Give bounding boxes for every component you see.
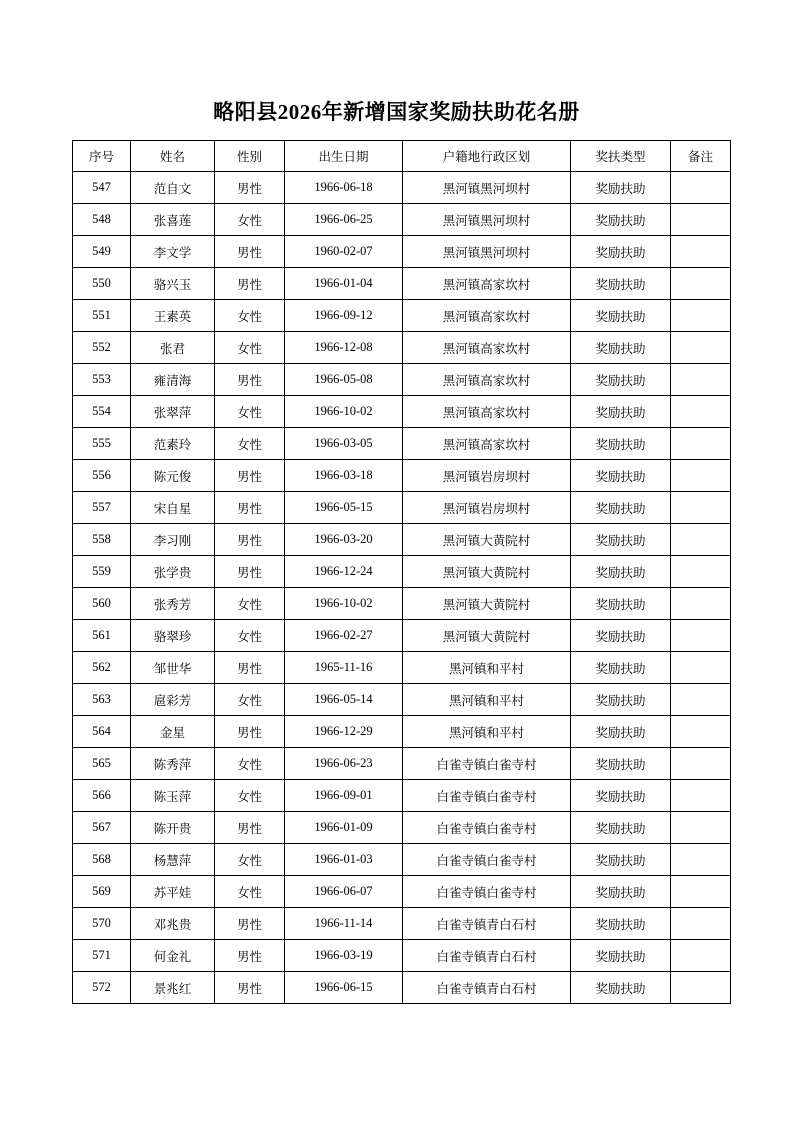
table-row xyxy=(73,428,731,460)
cell-residence: 黑河镇和平村 xyxy=(403,684,571,716)
cell-award-type: 奖励扶助 xyxy=(571,268,671,300)
cell-award-type: 奖励扶助 xyxy=(571,940,671,972)
cell-remark xyxy=(671,492,731,524)
cell-name: 王素英 xyxy=(131,300,215,332)
cell-residence: 黑河镇黑河坝村 xyxy=(403,172,571,204)
cell-seq: 565 xyxy=(73,748,131,780)
cell-seq: 572 xyxy=(73,972,131,1004)
cell-remark xyxy=(671,364,731,396)
cell-sex: 男性 xyxy=(215,492,285,524)
cell-remark xyxy=(671,940,731,972)
cell-award-type: 奖励扶助 xyxy=(571,492,671,524)
cell-birthdate: 1966-05-15 xyxy=(285,492,403,524)
cell-award-type: 奖励扶助 xyxy=(571,876,671,908)
table-row xyxy=(73,684,731,716)
cell-birthdate: 1965-11-16 xyxy=(285,652,403,684)
cell-birthdate: 1960-02-07 xyxy=(285,236,403,268)
cell-award-type: 奖励扶助 xyxy=(571,332,671,364)
table-row xyxy=(73,876,731,908)
cell-remark xyxy=(671,876,731,908)
cell-residence: 黑河镇高家坎村 xyxy=(403,332,571,364)
cell-name: 陈秀萍 xyxy=(131,748,215,780)
cell-award-type: 奖励扶助 xyxy=(571,428,671,460)
cell-seq: 566 xyxy=(73,780,131,812)
cell-sex: 男性 xyxy=(215,172,285,204)
cell-award-type: 奖励扶助 xyxy=(571,460,671,492)
cell-name: 范素玲 xyxy=(131,428,215,460)
page-title: 略阳县2026年新增国家奖励扶助花名册 xyxy=(213,100,580,124)
cell-seq: 548 xyxy=(73,204,131,236)
cell-remark xyxy=(671,460,731,492)
cell-award-type: 奖励扶助 xyxy=(571,780,671,812)
cell-residence: 黑河镇高家坎村 xyxy=(403,268,571,300)
table-row xyxy=(73,588,731,620)
cell-seq: 571 xyxy=(73,940,131,972)
cell-name: 宋自星 xyxy=(131,492,215,524)
cell-remark xyxy=(671,396,731,428)
cell-sex: 男性 xyxy=(215,940,285,972)
cell-name: 骆兴玉 xyxy=(131,268,215,300)
cell-sex: 男性 xyxy=(215,716,285,748)
cell-sex: 女性 xyxy=(215,844,285,876)
cell-seq: 561 xyxy=(73,620,131,652)
cell-sex: 男性 xyxy=(215,268,285,300)
cell-remark xyxy=(671,172,731,204)
table-row xyxy=(73,236,731,268)
cell-name: 陈开贵 xyxy=(131,812,215,844)
cell-sex: 男性 xyxy=(215,652,285,684)
cell-seq: 555 xyxy=(73,428,131,460)
cell-sex: 女性 xyxy=(215,396,285,428)
cell-name: 李文学 xyxy=(131,236,215,268)
cell-birthdate: 1966-12-08 xyxy=(285,332,403,364)
cell-name: 骆翠珍 xyxy=(131,620,215,652)
column-header-sex: 性别 xyxy=(215,141,285,172)
cell-residence: 黑河镇大黄院村 xyxy=(403,620,571,652)
cell-residence: 黑河镇高家坎村 xyxy=(403,300,571,332)
cell-residence: 黑河镇大黄院村 xyxy=(403,588,571,620)
cell-seq: 551 xyxy=(73,300,131,332)
cell-remark xyxy=(671,716,731,748)
cell-seq: 560 xyxy=(73,588,131,620)
cell-remark xyxy=(671,780,731,812)
cell-name: 张翠萍 xyxy=(131,396,215,428)
cell-award-type: 奖励扶助 xyxy=(571,364,671,396)
cell-birthdate: 1966-12-24 xyxy=(285,556,403,588)
cell-remark xyxy=(671,908,731,940)
cell-award-type: 奖励扶助 xyxy=(571,556,671,588)
cell-birthdate: 1966-03-19 xyxy=(285,940,403,972)
cell-remark xyxy=(671,972,731,1004)
cell-award-type: 奖励扶助 xyxy=(571,748,671,780)
cell-birthdate: 1966-06-18 xyxy=(285,172,403,204)
cell-sex: 女性 xyxy=(215,684,285,716)
cell-sex: 男性 xyxy=(215,972,285,1004)
cell-award-type: 奖励扶助 xyxy=(571,396,671,428)
cell-sex: 男性 xyxy=(215,908,285,940)
cell-award-type: 奖励扶助 xyxy=(571,652,671,684)
cell-seq: 570 xyxy=(73,908,131,940)
cell-remark xyxy=(671,236,731,268)
cell-birthdate: 1966-01-09 xyxy=(285,812,403,844)
table-row xyxy=(73,332,731,364)
cell-birthdate: 1966-02-27 xyxy=(285,620,403,652)
cell-name: 邹世华 xyxy=(131,652,215,684)
column-header-award-type: 奖扶类型 xyxy=(571,141,671,172)
cell-residence: 白雀寺镇青白石村 xyxy=(403,972,571,1004)
cell-seq: 563 xyxy=(73,684,131,716)
cell-birthdate: 1966-05-14 xyxy=(285,684,403,716)
cell-name: 雍清海 xyxy=(131,364,215,396)
cell-birthdate: 1966-11-14 xyxy=(285,908,403,940)
cell-residence: 白雀寺镇白雀寺村 xyxy=(403,748,571,780)
cell-award-type: 奖励扶助 xyxy=(571,972,671,1004)
cell-name: 邓兆贵 xyxy=(131,908,215,940)
cell-remark xyxy=(671,620,731,652)
cell-residence: 黑河镇大黄院村 xyxy=(403,556,571,588)
column-header-name: 姓名 xyxy=(131,141,215,172)
cell-residence: 白雀寺镇青白石村 xyxy=(403,940,571,972)
cell-seq: 553 xyxy=(73,364,131,396)
cell-sex: 男性 xyxy=(215,364,285,396)
cell-remark xyxy=(671,428,731,460)
table-row xyxy=(73,268,731,300)
cell-award-type: 奖励扶助 xyxy=(571,204,671,236)
cell-remark xyxy=(671,652,731,684)
cell-sex: 女性 xyxy=(215,620,285,652)
cell-award-type: 奖励扶助 xyxy=(571,844,671,876)
cell-residence: 黑河镇黑河坝村 xyxy=(403,204,571,236)
cell-award-type: 奖励扶助 xyxy=(571,524,671,556)
cell-sex: 女性 xyxy=(215,300,285,332)
cell-sex: 女性 xyxy=(215,332,285,364)
cell-sex: 男性 xyxy=(215,556,285,588)
cell-remark xyxy=(671,300,731,332)
cell-remark xyxy=(671,844,731,876)
cell-award-type: 奖励扶助 xyxy=(571,620,671,652)
cell-award-type: 奖励扶助 xyxy=(571,812,671,844)
cell-birthdate: 1966-10-02 xyxy=(285,588,403,620)
cell-remark xyxy=(671,588,731,620)
cell-name: 扈彩芳 xyxy=(131,684,215,716)
table-row xyxy=(73,716,731,748)
cell-sex: 女性 xyxy=(215,876,285,908)
table-header xyxy=(73,141,731,172)
table-row xyxy=(73,844,731,876)
cell-name: 张学贵 xyxy=(131,556,215,588)
cell-award-type: 奖励扶助 xyxy=(571,684,671,716)
cell-residence: 黑河镇和平村 xyxy=(403,716,571,748)
cell-seq: 557 xyxy=(73,492,131,524)
cell-birthdate: 1966-05-08 xyxy=(285,364,403,396)
cell-seq: 550 xyxy=(73,268,131,300)
cell-award-type: 奖励扶助 xyxy=(571,908,671,940)
cell-residence: 黑河镇高家坎村 xyxy=(403,364,571,396)
cell-residence: 黑河镇岩房坝村 xyxy=(403,460,571,492)
column-header-remark: 备注 xyxy=(671,141,731,172)
table-row xyxy=(73,204,731,236)
cell-sex: 男性 xyxy=(215,236,285,268)
cell-birthdate: 1966-06-07 xyxy=(285,876,403,908)
table-row xyxy=(73,556,731,588)
cell-birthdate: 1966-06-23 xyxy=(285,748,403,780)
cell-birthdate: 1966-10-02 xyxy=(285,396,403,428)
cell-award-type: 奖励扶助 xyxy=(571,236,671,268)
cell-birthdate: 1966-03-18 xyxy=(285,460,403,492)
cell-birthdate: 1966-03-20 xyxy=(285,524,403,556)
table-row xyxy=(73,396,731,428)
cell-sex: 女性 xyxy=(215,428,285,460)
table-row xyxy=(73,652,731,684)
cell-residence: 黑河镇高家坎村 xyxy=(403,428,571,460)
cell-seq: 549 xyxy=(73,236,131,268)
cell-sex: 女性 xyxy=(215,588,285,620)
cell-award-type: 奖励扶助 xyxy=(571,588,671,620)
cell-name: 杨慧萍 xyxy=(131,844,215,876)
cell-seq: 554 xyxy=(73,396,131,428)
cell-seq: 559 xyxy=(73,556,131,588)
cell-residence: 白雀寺镇白雀寺村 xyxy=(403,876,571,908)
roster-table xyxy=(72,140,731,1004)
cell-remark xyxy=(671,748,731,780)
cell-residence: 白雀寺镇白雀寺村 xyxy=(403,780,571,812)
cell-sex: 女性 xyxy=(215,780,285,812)
cell-name: 陈元俊 xyxy=(131,460,215,492)
cell-birthdate: 1966-12-29 xyxy=(285,716,403,748)
cell-remark xyxy=(671,684,731,716)
cell-name: 何金礼 xyxy=(131,940,215,972)
table-row xyxy=(73,780,731,812)
cell-seq: 547 xyxy=(73,172,131,204)
table-row xyxy=(73,300,731,332)
table-row xyxy=(73,748,731,780)
cell-seq: 562 xyxy=(73,652,131,684)
cell-birthdate: 1966-06-25 xyxy=(285,204,403,236)
cell-birthdate: 1966-09-12 xyxy=(285,300,403,332)
cell-residence: 黑河镇大黄院村 xyxy=(403,524,571,556)
cell-seq: 564 xyxy=(73,716,131,748)
cell-seq: 558 xyxy=(73,524,131,556)
cell-sex: 男性 xyxy=(215,812,285,844)
table-row xyxy=(73,172,731,204)
table-row xyxy=(73,524,731,556)
cell-residence: 黑河镇岩房坝村 xyxy=(403,492,571,524)
cell-name: 张秀芳 xyxy=(131,588,215,620)
table-row xyxy=(73,364,731,396)
column-header-birthdate: 出生日期 xyxy=(285,141,403,172)
cell-name: 陈玉萍 xyxy=(131,780,215,812)
cell-residence: 白雀寺镇白雀寺村 xyxy=(403,812,571,844)
cell-sex: 女性 xyxy=(215,748,285,780)
cell-name: 金星 xyxy=(131,716,215,748)
table-row xyxy=(73,492,731,524)
cell-birthdate: 1966-06-15 xyxy=(285,972,403,1004)
cell-seq: 552 xyxy=(73,332,131,364)
cell-remark xyxy=(671,332,731,364)
cell-residence: 白雀寺镇白雀寺村 xyxy=(403,844,571,876)
cell-remark xyxy=(671,556,731,588)
table-row xyxy=(73,460,731,492)
cell-birthdate: 1966-09-01 xyxy=(285,780,403,812)
cell-seq: 567 xyxy=(73,812,131,844)
cell-remark xyxy=(671,204,731,236)
cell-name: 张喜莲 xyxy=(131,204,215,236)
cell-award-type: 奖励扶助 xyxy=(571,716,671,748)
cell-sex: 男性 xyxy=(215,460,285,492)
cell-award-type: 奖励扶助 xyxy=(571,172,671,204)
cell-birthdate: 1966-01-04 xyxy=(285,268,403,300)
cell-award-type: 奖励扶助 xyxy=(571,300,671,332)
cell-residence: 白雀寺镇青白石村 xyxy=(403,908,571,940)
table-row xyxy=(73,908,731,940)
cell-birthdate: 1966-01-03 xyxy=(285,844,403,876)
cell-seq: 556 xyxy=(73,460,131,492)
cell-remark xyxy=(671,812,731,844)
cell-birthdate: 1966-03-05 xyxy=(285,428,403,460)
cell-name: 景兆红 xyxy=(131,972,215,1004)
table-header-row xyxy=(73,141,731,172)
cell-remark xyxy=(671,268,731,300)
table-row xyxy=(73,620,731,652)
table-row xyxy=(73,812,731,844)
table-row xyxy=(73,972,731,1004)
column-header-residence: 户籍地行政区划 xyxy=(403,141,571,172)
cell-residence: 黑河镇和平村 xyxy=(403,652,571,684)
cell-residence: 黑河镇黑河坝村 xyxy=(403,236,571,268)
cell-remark xyxy=(671,524,731,556)
cell-name: 张君 xyxy=(131,332,215,364)
cell-residence: 黑河镇高家坎村 xyxy=(403,396,571,428)
cell-sex: 女性 xyxy=(215,204,285,236)
column-header-seq: 序号 xyxy=(73,141,131,172)
cell-name: 范自文 xyxy=(131,172,215,204)
cell-seq: 569 xyxy=(73,876,131,908)
cell-name: 李习刚 xyxy=(131,524,215,556)
cell-seq: 568 xyxy=(73,844,131,876)
cell-sex: 男性 xyxy=(215,524,285,556)
table-body xyxy=(73,172,731,1004)
table-row xyxy=(73,940,731,972)
cell-name: 苏平娃 xyxy=(131,876,215,908)
